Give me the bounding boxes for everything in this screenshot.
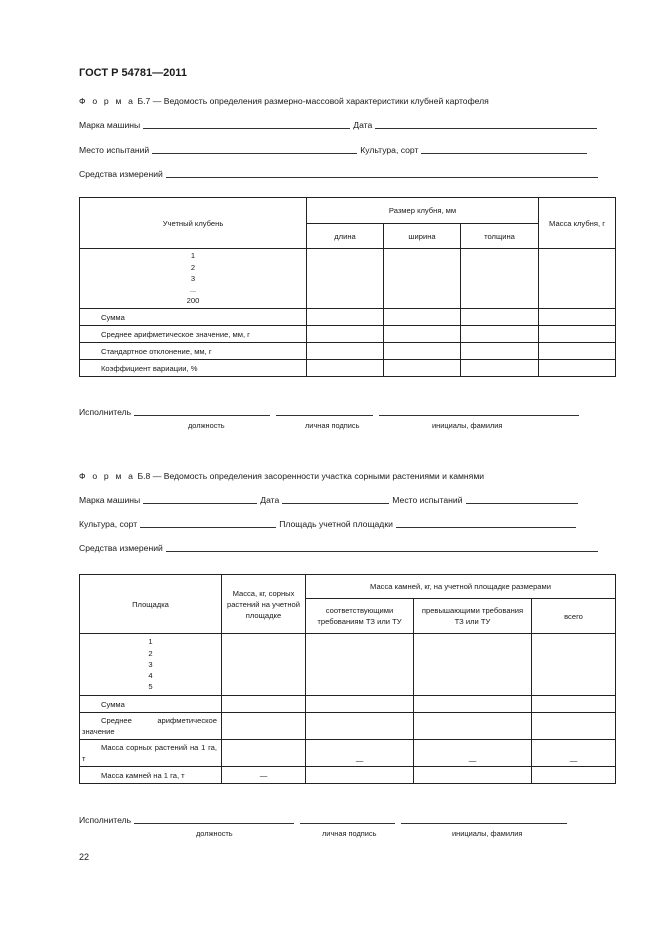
- row-variation: Коэффициент вариации, %: [80, 360, 307, 377]
- plot-number: 4: [148, 671, 153, 681]
- table-cell[interactable]: [384, 249, 461, 309]
- table-cell[interactable]: [532, 767, 616, 784]
- form-b7-field-row-2: [79, 145, 590, 155]
- signature-line[interactable]: [300, 815, 395, 824]
- form-b8-field-row-1: [79, 495, 581, 505]
- instruments-line[interactable]: [166, 169, 598, 178]
- place-label: Место испытаний: [392, 495, 463, 505]
- table-cell[interactable]: [532, 713, 616, 740]
- form-b8-title: [79, 471, 484, 481]
- position-caption: должность: [188, 421, 225, 430]
- culture-line[interactable]: [421, 145, 587, 154]
- machine-line[interactable]: [143, 120, 350, 129]
- row-mean: Среднее арифметическое значение, мм, г: [80, 326, 307, 343]
- place-line[interactable]: [466, 495, 578, 504]
- dash-cell: —: [222, 767, 306, 784]
- position-line[interactable]: [134, 407, 270, 416]
- form-b7-table: [79, 197, 616, 377]
- col-plot: Площадка: [80, 575, 222, 634]
- table-cell[interactable]: [307, 249, 384, 309]
- form-b7-signature-row: [79, 407, 582, 417]
- table-cell[interactable]: [306, 696, 414, 713]
- table-cell[interactable]: [414, 767, 532, 784]
- document-header: ГОСТ Р 54781—2011: [79, 67, 187, 79]
- culture-label: Культура, сорт: [360, 145, 419, 155]
- position-line[interactable]: [134, 815, 294, 824]
- signature-caption: личная подпись: [322, 829, 377, 838]
- table-cell[interactable]: [461, 309, 539, 326]
- table-cell[interactable]: [414, 713, 532, 740]
- tuber-number: 2: [190, 262, 196, 272]
- row-std: Стандартное отклонение, мм, г: [80, 343, 307, 360]
- name-line[interactable]: [401, 815, 567, 824]
- table-cell[interactable]: [539, 343, 616, 360]
- tuber-number: 3: [190, 273, 196, 283]
- position-caption: должность: [196, 829, 233, 838]
- tuber-number: 200: [186, 296, 200, 306]
- form-word: Ф о р м а: [79, 471, 136, 481]
- name-caption: инициалы, фамилия: [432, 421, 503, 430]
- page-number: 22: [79, 852, 90, 862]
- form-title-text: Б.7 — Ведомость определения размерно-массовой характеристики клубней картофеля: [137, 96, 489, 106]
- col-tuber: Учетный клубень: [80, 198, 307, 249]
- form-b8-field-row-3: [79, 543, 601, 553]
- table-cell[interactable]: [532, 696, 616, 713]
- table-cell[interactable]: [222, 634, 306, 696]
- area-label: Площадь учетной площадки: [279, 519, 393, 529]
- table-cell[interactable]: [307, 326, 384, 343]
- executor-label: Исполнитель: [79, 815, 132, 825]
- dash-cell: —: [306, 740, 414, 767]
- signature-line[interactable]: [276, 407, 373, 416]
- machine-label: Марка машины: [79, 120, 141, 130]
- col-conform: соответствующими требованиям ТЗ или ТУ: [306, 599, 414, 634]
- form-word: Ф о р м а: [79, 96, 136, 106]
- table-cell[interactable]: [461, 360, 539, 377]
- table-cell[interactable]: [414, 634, 532, 696]
- table-cell[interactable]: [384, 343, 461, 360]
- col-stones: Масса камней, кг, на учетной площадке размерами: [306, 575, 616, 599]
- date-line[interactable]: [282, 495, 389, 504]
- table-cell[interactable]: [222, 740, 306, 767]
- form-b8-signature-row: [79, 815, 570, 825]
- name-caption: инициалы, фамилия: [452, 829, 523, 838]
- table-cell[interactable]: [307, 343, 384, 360]
- table-cell[interactable]: [414, 696, 532, 713]
- table-cell[interactable]: [306, 634, 414, 696]
- table-cell[interactable]: [461, 249, 539, 309]
- instruments-label: Средства измерений: [79, 169, 163, 179]
- table-cell[interactable]: [307, 360, 384, 377]
- instruments-label: Средства измерений: [79, 543, 163, 553]
- col-mass: Масса клубня, г: [539, 198, 616, 249]
- date-line[interactable]: [375, 120, 597, 129]
- col-width: ширина: [384, 224, 461, 249]
- table-cell[interactable]: [384, 360, 461, 377]
- table-cell[interactable]: [461, 343, 539, 360]
- form-b7-title: [79, 96, 489, 106]
- table-cell[interactable]: [222, 696, 306, 713]
- date-label: Дата: [260, 495, 280, 505]
- instruments-line[interactable]: [166, 543, 598, 552]
- area-line[interactable]: [396, 519, 576, 528]
- plot-number: 3: [148, 659, 153, 669]
- table-cell[interactable]: [539, 360, 616, 377]
- col-length: длина: [307, 224, 384, 249]
- machine-line[interactable]: [143, 495, 257, 504]
- table-cell[interactable]: [461, 326, 539, 343]
- form-b7-field-row-3: [79, 169, 601, 179]
- row-stones-per-ha: Масса камней на 1 га, т: [80, 767, 222, 784]
- machine-label: Марка машины: [79, 495, 141, 505]
- signature-caption: личная подпись: [305, 421, 360, 430]
- plot-number: 1: [148, 637, 153, 647]
- date-label: Дата: [353, 120, 373, 130]
- form-title-text: Б.8 — Ведомость определения засоренности участка сорными растениями и камнями: [137, 471, 485, 481]
- col-weeds: Масса, кг, сорных растений на учетной площадке: [222, 575, 306, 634]
- place-label: Место испытаний: [79, 145, 150, 155]
- place-line[interactable]: [152, 145, 357, 154]
- tuber-number: ...: [189, 285, 197, 295]
- executor-label: Исполнитель: [79, 407, 132, 417]
- row-sum: Сумма: [80, 696, 222, 713]
- col-thickness: толщина: [461, 224, 539, 249]
- table-cell[interactable]: [306, 767, 414, 784]
- row-sum: Сумма: [80, 309, 307, 326]
- table-cell[interactable]: [539, 249, 616, 309]
- plot-numbers: [80, 634, 222, 696]
- table-cell[interactable]: [384, 309, 461, 326]
- col-exceed: превышающими требования ТЗ или ТУ: [414, 599, 532, 634]
- table-cell[interactable]: [539, 309, 616, 326]
- table-cell[interactable]: [307, 309, 384, 326]
- tuber-number: 1: [190, 251, 196, 261]
- table-cell[interactable]: [539, 326, 616, 343]
- tuber-numbers: [80, 249, 307, 309]
- form-b8-field-row-2: [79, 519, 579, 529]
- table-cell[interactable]: [532, 634, 616, 696]
- col-size: Размер клубня, мм: [307, 198, 539, 224]
- culture-line[interactable]: [140, 519, 276, 528]
- row-weeds-per-ha: Масса сорных растений на 1 га, т: [80, 740, 222, 767]
- form-b7-field-row-1: [79, 120, 600, 130]
- culture-label: Культура, сорт: [79, 519, 138, 529]
- dash-cell: —: [532, 740, 616, 767]
- table-cell[interactable]: [222, 713, 306, 740]
- table-cell[interactable]: [384, 326, 461, 343]
- form-b8-table: [79, 574, 616, 784]
- plot-number: 2: [148, 648, 153, 658]
- dash-cell: —: [414, 740, 532, 767]
- col-total: всего: [532, 599, 616, 634]
- name-line[interactable]: [379, 407, 579, 416]
- table-cell[interactable]: [306, 713, 414, 740]
- plot-number: 5: [148, 682, 153, 692]
- row-mean: Среднее арифметическое значение: [80, 713, 222, 740]
